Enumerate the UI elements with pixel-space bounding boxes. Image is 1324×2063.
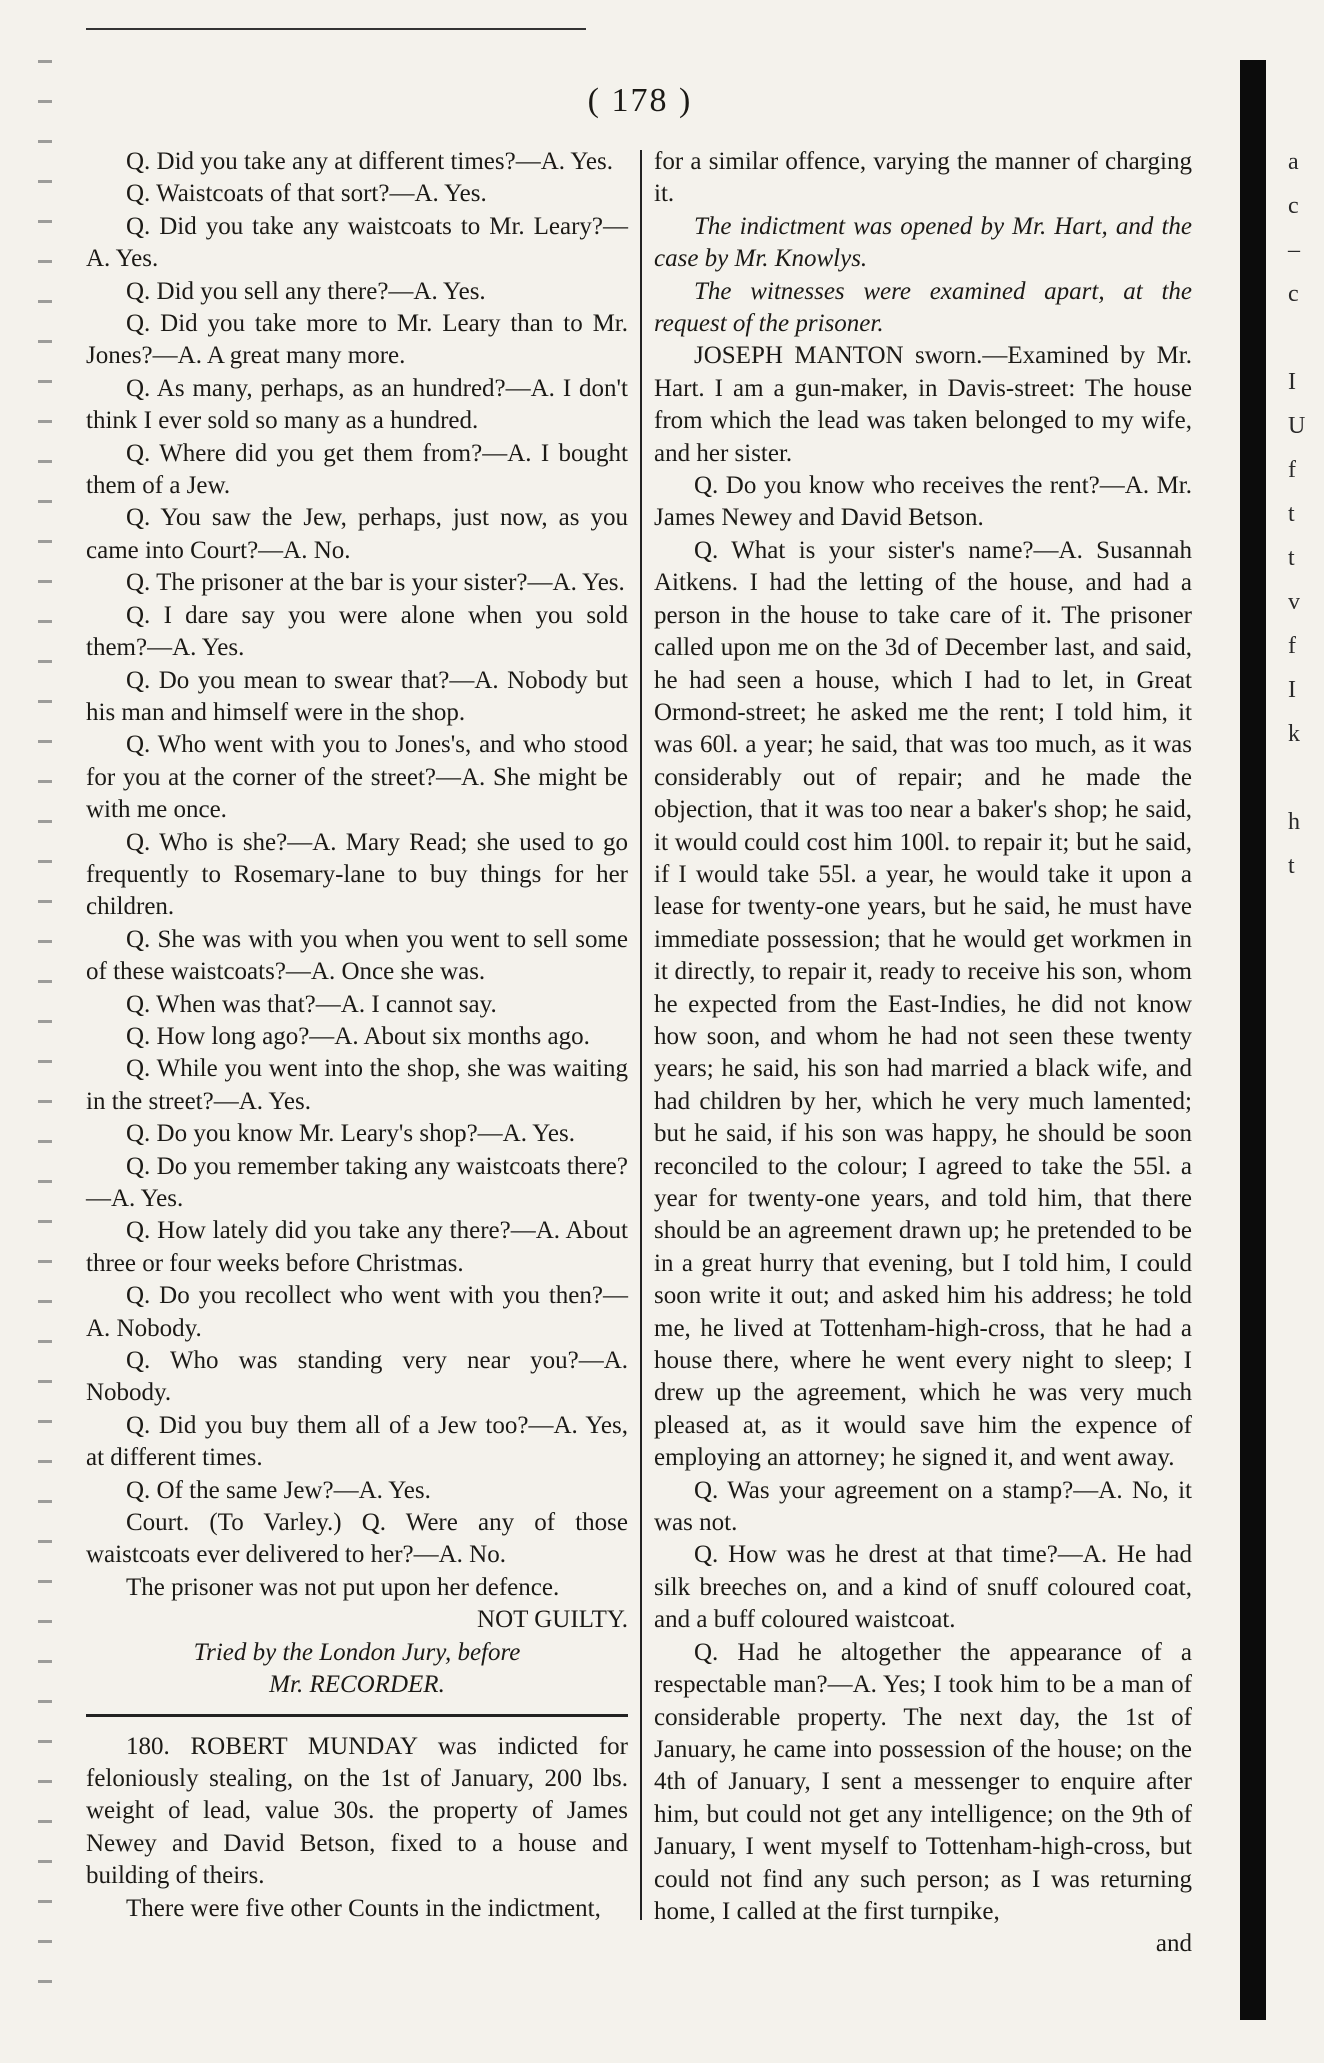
question-answer: Q. Did you sell any there?—A. Yes. <box>126 277 486 305</box>
margin-letter: f <box>1288 457 1296 483</box>
tried-by: Tried by the London Jury, before <box>193 1638 521 1666</box>
margin-letter: h <box>1288 809 1300 835</box>
question-answer: Q. Do you know who receives the rent?—A. Mr. James Newey and David Betson. <box>654 472 1192 532</box>
question-answer: Q. Had he altogether the appearance of a respectable man?—A. Yes; I took him to be a man of considerable property. The next day, the 1st of January, he came into possession of the house; on the 4th of January, I sent a messenger to enquire after him, but could not get any intelligence; on the 9th of January, I went myself to Tottenham-high-cross, but could not find any such person; as I was returning home, I called at the first turnpike, <box>654 1638 1192 1925</box>
margin-letter <box>1288 756 1318 800</box>
right-edge-bar <box>1240 60 1266 2020</box>
margin-letter: f <box>1288 633 1296 659</box>
margin-letters <box>1288 140 1318 888</box>
paragraph: The prisoner was not put upon her defence. <box>126 1573 560 1601</box>
left-column <box>86 146 628 1925</box>
question-answer: Q. The prisoner at the bar is your sister?—A. Yes. <box>126 569 625 597</box>
question-answer: Q. Do you remember taking any waistcoats there?—A. Yes. <box>86 1152 628 1212</box>
question-answer: Q. I dare say you were alone when you sold them?—A. Yes. <box>86 601 628 662</box>
margin-letter: k <box>1288 721 1300 747</box>
question-answer: Q. Did you buy them all of a Jew too?—A. Yes, at different times. <box>86 1411 628 1472</box>
catchword: and <box>1155 1930 1192 1958</box>
tried-by: Mr. RECORDER. <box>269 1671 445 1699</box>
question-answer: Q. Did you take more to Mr. Leary than to Mr. Jones?—A. A great many more. <box>86 310 628 370</box>
question-answer: Q. While you went into the shop, she was waiting in the street?—A. Yes. <box>86 1055 628 1115</box>
question-answer: Q. As many, perhaps, as an hundred?—A. I don't think I ever sold so many as a hundred. <box>86 374 628 435</box>
question-answer: Q. How lately did you take any there?—A. About three or four weeks before Christmas. <box>86 1217 628 1277</box>
question-answer: Q. Where did you get them from?—A. I bought them of a Jew. <box>86 439 628 500</box>
paragraph: JOSEPH MANTON sworn.—Examined by Mr. Hart. I am a gun-maker, in Davis-street: The house from which the lead was taken belonged to my wife, and her sister. <box>654 342 1192 467</box>
section-rule <box>86 1714 628 1717</box>
question-answer: Q. She was with you when you went to sell some of these waistcoats?—A. Once she was. <box>86 925 628 986</box>
question-answer: Q. How was he drest at that time?—A. He had silk breeches on, and a kind of snuff coloured coat, and a buff coloured waistcoat. <box>654 1541 1192 1634</box>
column-divider <box>640 150 642 1920</box>
question-answer: Q. Was your agreement on a stamp?—A. No, it was not. <box>654 1476 1192 1537</box>
margin-letter: t <box>1288 501 1295 527</box>
margin-letter: a <box>1288 149 1299 175</box>
question-answer: Q. Did you take any at different times?—A. Yes. <box>126 148 613 175</box>
question-answer: Q. How long ago?—A. About six months ago. <box>126 1022 590 1050</box>
top-rule <box>86 28 586 30</box>
question-answer: Q. Do you know Mr. Leary's shop?—A. Yes. <box>126 1120 575 1148</box>
question-answer: Q. Who is she?—A. Mary Read; she used to go frequently to Rosemary-lane to buy things for her children. <box>86 828 628 921</box>
question-answer: Q. Waistcoats of that sort?—A. Yes. <box>126 180 487 208</box>
right-column <box>654 146 1192 1961</box>
margin-letter: I <box>1288 369 1296 395</box>
margin-letter: t <box>1288 853 1295 879</box>
paragraph: The indictment was opened by Mr. Hart, and the case by Mr. Knowlys. <box>654 212 1192 273</box>
paragraph: The witnesses were examined apart, at the request of the prisoner. <box>654 277 1192 338</box>
margin-letter: c <box>1288 193 1299 219</box>
margin-letter: – <box>1288 237 1300 263</box>
question-answer: Q. Do you mean to swear that?—A. Nobody but his man and himself were in the shop. <box>86 666 628 726</box>
question-answer: Q. Did you take any waistcoats to Mr. Leary?—A. Yes. <box>86 212 628 273</box>
margin-letter: I <box>1288 677 1296 703</box>
question-answer: Q. Who was standing very near you?—A. Nobody. <box>86 1347 628 1407</box>
paragraph: There were five other Counts in the indictment, <box>126 1894 601 1922</box>
question-answer: Q. You saw the Jew, perhaps, just now, as you came into Court?—A. No. <box>86 504 628 564</box>
question-answer: Q. When was that?—A. I cannot say. <box>126 990 497 1018</box>
margin-letter <box>1288 316 1318 360</box>
question-answer: Q. Do you recollect who went with you then?—A. Nobody. <box>86 1282 628 1342</box>
paragraph: Court. (To Varley.) Q. Were any of those waistcoats ever delivered to her?—A. No. <box>86 1509 628 1569</box>
margin-letter: t <box>1288 545 1295 571</box>
question-answer: Q. Who went with you to Jones's, and who stood for you at the corner of the street?—A. She might be with me once. <box>86 731 628 824</box>
question-answer: Q. What is your sister's name?—A. Susannah Aitkens. I had the letting of the house, and had a person in the house to take care of it. The prisoner called upon me on the 3d of December last, and said, he had seen a house, which I had to let, in Great Ormond-street; he asked me the rent; I told him, it was 60l. a year; he said, that was too much, as it was considerably out of repair; and he made the objection, that it was too near a baker's shop; he said, it would could cost him 100l. to repair it; but he said, if I would take 55l. a year, he would take it upon a lease for twenty-one years, but he said, he must have immediate possession; that he would get workmen in it directly, to repair it, ready to receive his son, whom he expected from the East-Indies, he did not know how soon, and whom he had not seen these twenty years; he said, his son had married a black wife, and had children by her, which he very much lamented; but he said, if his son was happy, he should be soon reconciled to the colour; I agreed to take the 55l. a year for twenty-one years, and told him, that there should be an agreement drawn up; he pretended to be in a great hurry that evening, but I told him, I could soon write it out; and asked him his address; he told me, he lived at Tottenham-high-cross, that he had a house there, where he went every night to sleep; I drew up the agreement, which he was very much pleased at, as it would save him the expence of employing an attorney; he signed it, and went away. <box>654 536 1192 1472</box>
paragraph: 180. ROBERT MUNDAY was indicted for feloniously stealing, on the 1st of January, 200 lbs. weight of lead, value 30s. the property of James Newey and David Betson, fixed to a house and building of theirs. <box>86 1732 628 1890</box>
page-number: ( 178 ) <box>587 82 693 119</box>
margin-letter: U <box>1288 413 1306 439</box>
left-margin-specks <box>38 60 52 2010</box>
margin-letter: c <box>1288 281 1299 307</box>
margin-letter: v <box>1288 589 1300 615</box>
paragraph: for a similar offence, varying the manner of charging it. <box>654 148 1192 208</box>
verdict: NOT GUILTY. <box>477 1606 628 1634</box>
question-answer: Q. Of the same Jew?—A. Yes. <box>126 1476 431 1504</box>
